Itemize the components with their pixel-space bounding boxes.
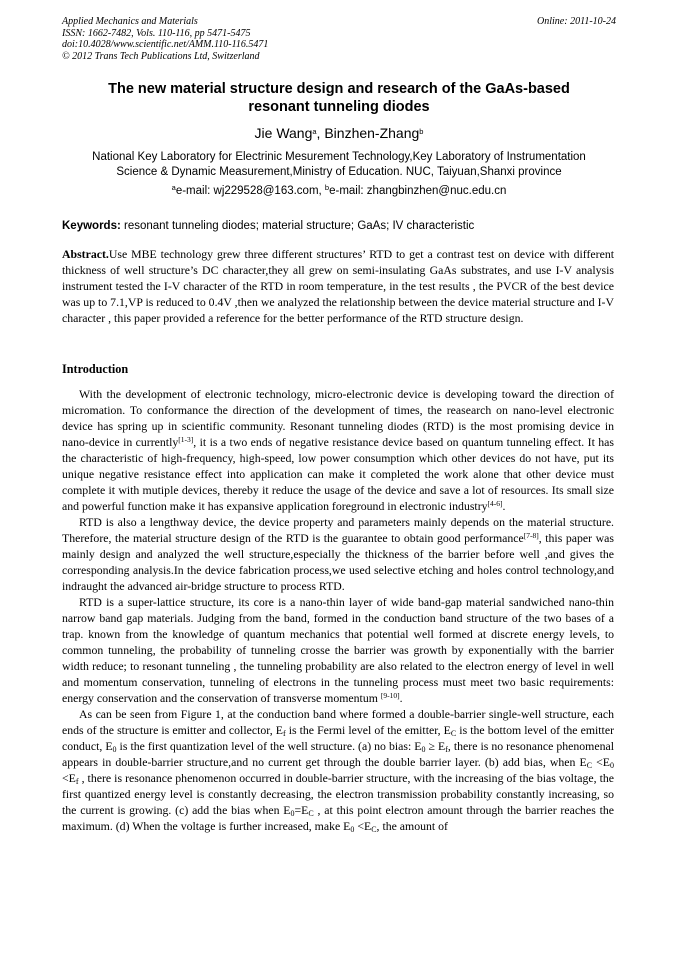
email-b-mark: b (324, 183, 330, 192)
paragraph-2 (62, 514, 614, 594)
p4-text: is the first quantization level of the well structure. (a) no bias: E (116, 739, 422, 753)
p4-text: =E (294, 803, 309, 817)
copyright-line: © 2012 Trans Tech Publications Ltd, Switzerland (62, 50, 260, 62)
p4-text: is the Fermi level of the emitter, E (285, 723, 451, 737)
section-heading-introduction: Introduction (62, 362, 129, 376)
keywords-label: Keywords: (62, 220, 121, 232)
citation-1-3: [1-3] (178, 435, 194, 444)
p4-text: , the amount of (376, 819, 448, 833)
issn-line: ISSN: 1662-7482, Vols. 110-116, pp 5471-5475 (62, 27, 251, 39)
author-list (62, 125, 616, 142)
p4-sub: f (75, 777, 79, 786)
online-date: Online: 2011-10-24 (537, 16, 616, 27)
paragraph-3-text-a: RTD is a super-lattice structure, its core is a nano-thin layer of wide band-gap material sandwiched nano-thin narrow band gap materials. Judging from the band, formed in the conduction band structure of the two bases of a trap. known from the knowledge of quantum mechanics that potential well formed at discrete energy levels, to common tunneling, the probability of tunneling crosse the barrier was growth by exponentially with the barrier width reduce; to resonant tunneling , the tunneling probability are also related to the electron energy of level in well and momentum conservation, tunneling of electrons in the tunneling process must meet two basic requirements: energy conservation and the conservation of transverse momentum (62, 595, 614, 705)
p4-text: <E (62, 771, 76, 785)
paper-title (62, 80, 616, 116)
email-a-mark: a (171, 183, 176, 192)
keywords-text: resonant tunneling diodes; material structure; GaAs; IV characteristic (120, 220, 475, 232)
paragraph-1-text-a: With the development of electronic technology, micro-electronic device is developing toward the direction of micromation. To conformance the direction of the development of times, the reasearch on nano-level electronic device has spring up in scientific community. Resonant tunneling diodes (RTD) is the most promising device in nano-device in currently (62, 387, 614, 449)
abstract-label: Abstract. (62, 247, 109, 261)
email-b: e-mail: zhangbinzhen@nuc.edu.cn (329, 185, 507, 197)
author-1: Jie Wang (254, 125, 313, 141)
keywords (62, 219, 616, 234)
p4-text: As can be seen from Figure 1, at the conduction band where formed a double-barrier single-well structure, each ends of the structure is emitter and collector, E (62, 707, 614, 737)
paragraph-1 (62, 386, 614, 514)
p4-sub: f (282, 729, 286, 738)
p4-text: , at this point electron amount through the barrier reaches the maximum. (d) When the voltage is further increased, make E (62, 803, 615, 833)
author-2-affil-mark: b (419, 127, 424, 136)
p4-text: <E (592, 755, 610, 769)
author-1-affil-mark: a (312, 127, 317, 136)
paragraph-1-text-b: , it is a two ends of negative resistance device based on quantum tunneling effect. It has the characteristic of high-frequency, high-speed, low power consumption which other devices do not have, put its unique negative resistance effect into application can make it completed the work alone that other device must complete it with mutiple devices, thereby it reduce the usage of the device and save a lot of resources. Its small size and powerful function make it has expansive application foreground in electronic industry (62, 435, 615, 513)
p4-sub: 0 (290, 809, 295, 818)
p4-text: ≥ E (425, 739, 446, 753)
p4-sub: 0 (421, 745, 426, 754)
paragraph-2-text-a: RTD is also a lengthway device, the device property and parameters mainly depends on the material structure. Therefore, the material structure design of the RTD is the guarantee to obtain good performance (62, 515, 614, 545)
author-2: Binzhen-Zhang (324, 125, 420, 141)
p4-sub: 0 (350, 825, 355, 834)
p4-sub: 0 (610, 761, 614, 770)
citation-7-8: [7-8] (523, 531, 539, 540)
p4-sub: C (586, 761, 593, 770)
p4-text: <E (354, 819, 372, 833)
paragraph-2-text-b: , this paper was mainly design and analyzed the well structure,especially the thickness of the barrier before well ,and gives the corresponding analysis.In the device fabrication process,we used selective etching and holes control technology,and indraught the advanced air-bridge structure to process RTD. (62, 531, 614, 593)
affiliation (62, 150, 616, 180)
doi-line: doi:10.4028/www.scientific.net/AMM.110-116.5471 (62, 39, 269, 50)
paragraph-3 (62, 594, 614, 706)
abstract-text: Use MBE technology grew three different structures’ RTD to get a contrast test on device with different thickness of well structure’s DC character,they all grew on semi-insulating GaAs substrates, and use I-V analysis instrument tested the I-V character of the RTD in room temperature, in the test results , the PVCR of the best device was up to 7.1,VP is reduced to 0.4V ,then we analyzed the relationship between the device material structure and I-V character , this paper provided a reference for the better performance of the RTD structure design. (62, 247, 614, 325)
paragraph-4 (62, 706, 614, 834)
p4-text: , there is resonance phenomenon occurred in double-barrier structure, with the increasing of the bias voltage, the first quantized energy level is constantly decreasing, the electron transmission probability constantly increasing, so the current is growing. (c) add the bias when E (62, 771, 614, 817)
citation-4-6: [4-6] (487, 499, 503, 508)
p4-sub: f (445, 745, 448, 754)
p4-text: , there is no resonance phenomenal appears in double-barrier structure,and no current get through the double barrier layer. (b) add bias, when E (62, 739, 615, 769)
abstract (62, 246, 614, 326)
title-line-2: resonant tunneling diodes (248, 99, 430, 115)
journal-header (62, 16, 616, 62)
introduction-body (62, 386, 614, 834)
affiliation-line-1: National Key Laboratory for Electrinic Mesurement Technology,Key Laboratory of Instrumentation (92, 151, 586, 163)
p4-text: is the bottom level of the emitter conduct, E (62, 723, 614, 753)
author-emails (62, 184, 616, 199)
paragraph-3-text-b: . (399, 691, 403, 705)
journal-name: Applied Mechanics and Materials (62, 16, 198, 27)
affiliation-line-2: Science & Dynamic Measurement,Ministry of Education. NUC, Taiyuan,Shanxi province (116, 166, 562, 178)
email-a: e-mail: wj229528@163.com, (175, 185, 325, 197)
p4-sub: C (450, 729, 457, 738)
citation-9-10: [9-10] (380, 691, 400, 700)
p4-sub: 0 (112, 745, 117, 754)
author-separator: , (316, 125, 325, 141)
title-line-1: The new material structure design and research of the GaAs-based (108, 81, 570, 97)
p4-sub: C (371, 825, 377, 834)
paragraph-1-text-c: . (502, 499, 506, 513)
p4-sub: C (308, 809, 314, 818)
